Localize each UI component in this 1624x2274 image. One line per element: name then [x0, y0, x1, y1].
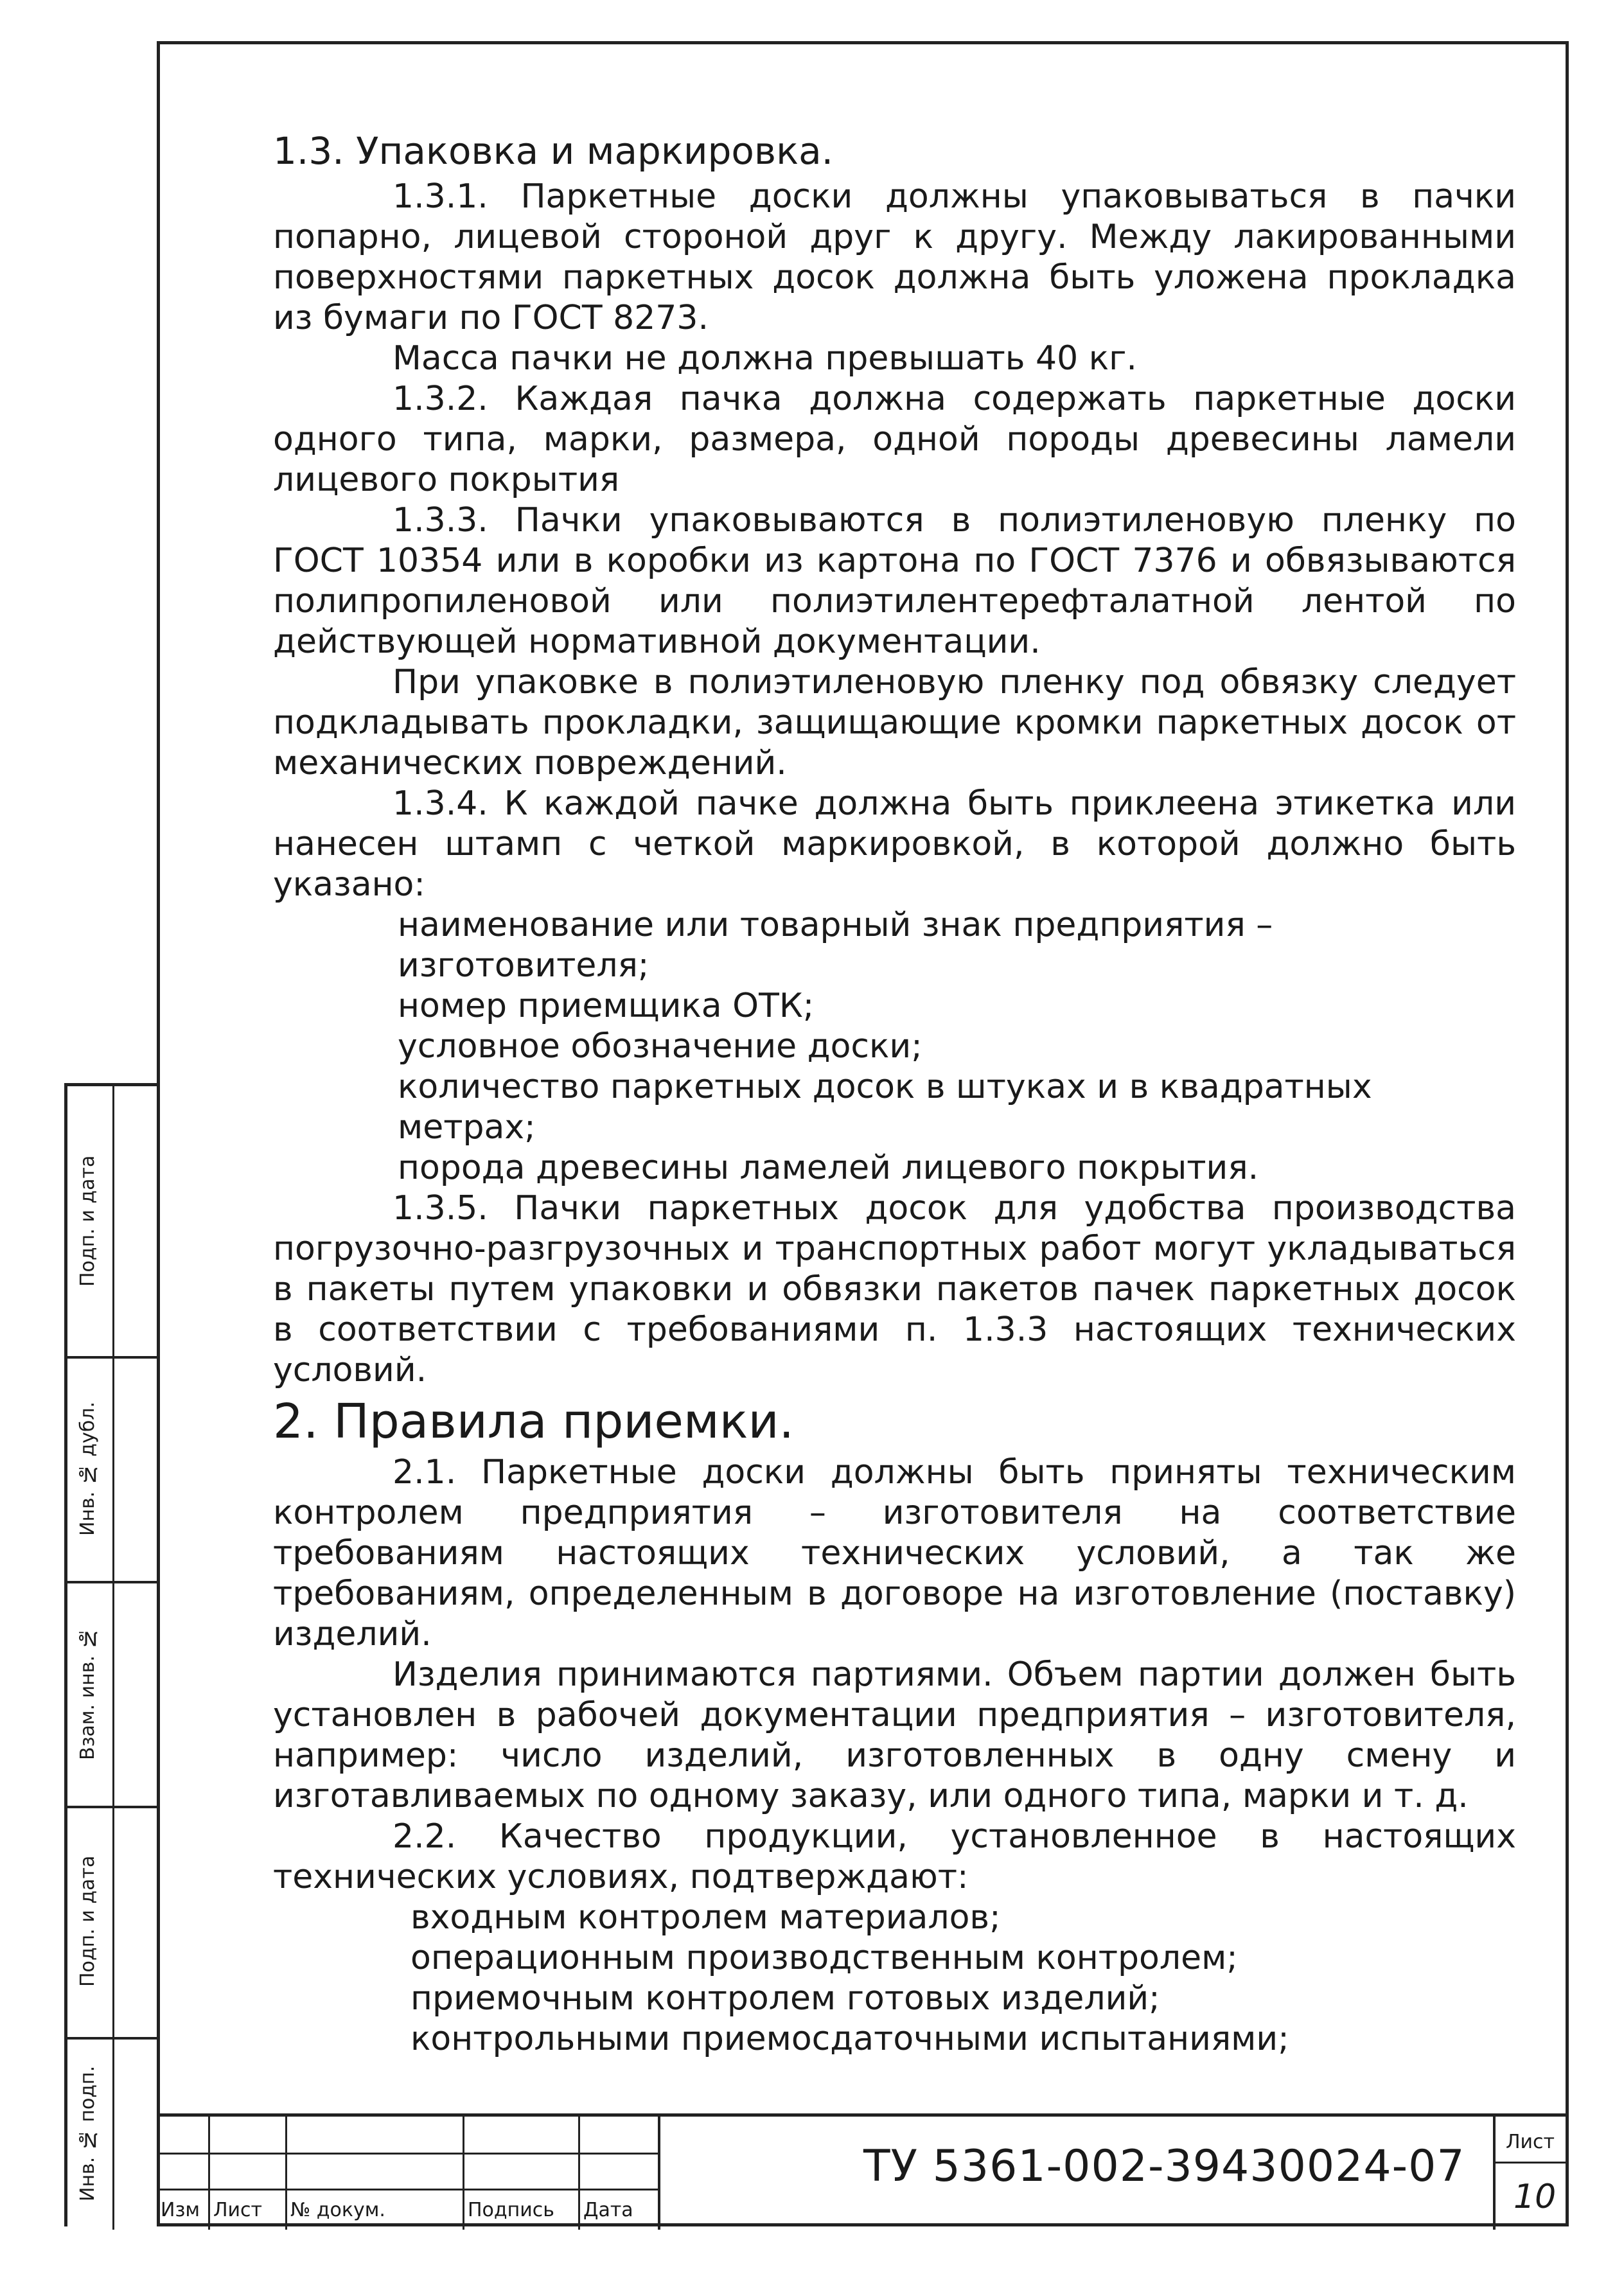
list-item: наименование или товарный знак предприятия – изготовителя;	[398, 906, 1273, 985]
document-body	[273, 125, 1516, 2059]
side-label: Инв. № подп.	[76, 2065, 99, 2201]
stamp-line	[1493, 2117, 1496, 2230]
paragraph: Масса пачки не должна превышать 40 кг.	[393, 339, 1137, 378]
paragraph: Изделия принимаются партиями. Объем партии должен быть установлен в рабочей документации предприятия – изготовителя, например: число изделий, изготовленных в одну смену и изготавливаемых по одному заказу, или одного типа, марки и т. д.	[273, 1655, 1516, 1815]
stamp-line	[157, 2189, 658, 2190]
stamp-line	[208, 2117, 210, 2230]
paragraph: 1.3.2. Каждая пачка должна содержать паркетные доски одного типа, марки, размера, одной породы древесины ламели лицевого покрытия	[273, 380, 1516, 499]
list-item: количество паркетных досок в штуках и в квадратных метрах;	[398, 1068, 1372, 1147]
list-item: операционным производственным контролем;	[410, 1939, 1238, 1977]
list-item: номер приемщика ОТК;	[398, 987, 815, 1025]
stamp-caption: Дата	[583, 2199, 633, 2221]
stamp-line	[285, 2117, 287, 2230]
stamp-caption: Изм	[161, 2199, 200, 2221]
list-item: входным контролем материалов;	[410, 1898, 1001, 1937]
paragraph: 1.3.3. Пачки упаковываются в полиэтиленовую пленку по ГОСТ 10354 или в коробки из картона по ГОСТ 7376 и обвязываются полипропиленовой или полиэтилентерефталатной лентой по действующей нормативной документации.	[273, 501, 1516, 661]
paragraph: 1.3.5. Пачки паркетных досок для удобства производства погрузочно-разгрузочных и транспортных работ могут укладываться в пакеты путем упаковки и обвязки пакетов пачек паркетных досок в соответствии с требованиями п. 1.3.3 настоящих технических условий.	[273, 1189, 1516, 1389]
paragraph: 2.2. Качество продукции, установленное в настоящих технических условиях, подтверждают:	[273, 1817, 1516, 1896]
side-label: Инв. № дубл.	[76, 1401, 99, 1536]
list-item: приемочным контролем готовых изделий;	[410, 1979, 1160, 2018]
marking-list	[273, 905, 1516, 1188]
title-block	[157, 2113, 1569, 2226]
paragraph: 1.3.1. Паркетные доски должны упаковываться в пачки попарно, лицевой стороной друг к другу. Между лакированными поверхностями паркетных досок должна быть уложена прокладка из бумаги по ГОСТ 8273.	[273, 177, 1516, 337]
sheet-label: Лист	[1506, 2131, 1555, 2153]
list-item: контрольными приемосдаточными испытаниями;	[410, 2020, 1289, 2058]
list-item: условное обозначение доски;	[398, 1027, 922, 1066]
side-label: Взам. инв. №	[76, 1626, 99, 1760]
side-divider	[112, 1086, 114, 2230]
side-stamp-column	[64, 1083, 157, 2226]
stamp-line	[463, 2117, 464, 2230]
paragraph: 1.3.4. К каждой пачке должна быть приклеена этикетка или нанесен штамп с четкой маркировкой, в которой должно быть указано:	[273, 784, 1516, 904]
stamp-caption: Лист	[213, 2199, 263, 2221]
stamp-line	[578, 2117, 580, 2230]
section-heading: 1.3. Упаковка и маркировка.	[273, 129, 834, 173]
paragraph: 2.1. Паркетные доски должны быть приняты техническим контролем предприятия – изготовителя на соответствие требованиям настоящих технических условий, а так же требованиям, определенным в договоре на изготовление (поставку) изделий.	[273, 1453, 1516, 1653]
stamp-line	[1493, 2162, 1569, 2164]
side-label: Подп. и дата	[76, 1155, 99, 1287]
section-heading: 2. Правила приемки.	[273, 1394, 795, 1449]
document-code: ТУ 5361-002-39430024-07	[863, 2141, 1465, 2192]
stamp-caption: № докум.	[290, 2199, 385, 2221]
stamp-caption: Подпись	[468, 2199, 554, 2221]
quality-list	[273, 1898, 1516, 2059]
stamp-line	[157, 2153, 658, 2155]
stamp-line	[658, 2117, 660, 2230]
side-label: Подп. и дата	[76, 1855, 99, 1988]
paragraph: При упаковке в полиэтиленовую пленку под обвязку следует подкладывать прокладки, защищающие кромки паркетных досок от механических повреждений.	[273, 663, 1516, 782]
sheet-number: 10	[1514, 2178, 1557, 2216]
list-item: порода древесины ламелей лицевого покрытия.	[398, 1149, 1259, 1187]
